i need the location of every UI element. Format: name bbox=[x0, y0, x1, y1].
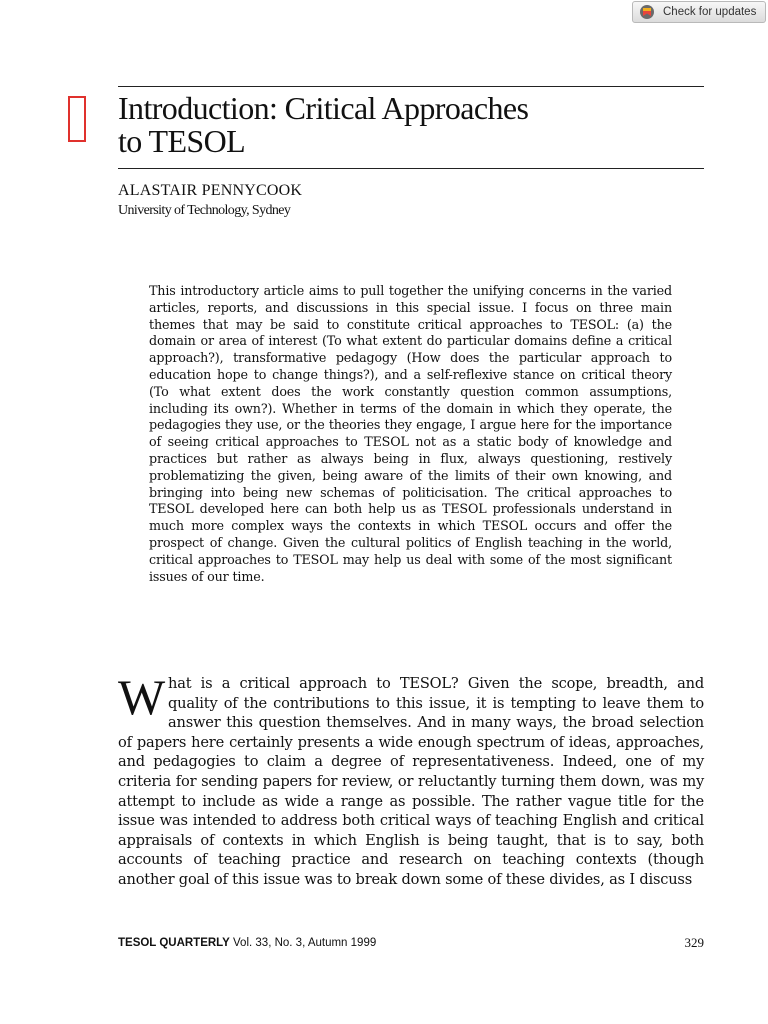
article-title bbox=[118, 92, 704, 158]
title-line-2: to TESOL bbox=[118, 123, 246, 159]
author-affiliation: University of Technology, Sydney bbox=[118, 203, 291, 218]
margin-marker bbox=[68, 96, 86, 142]
journal-citation bbox=[118, 937, 376, 949]
check-for-updates-button[interactable] bbox=[632, 1, 766, 23]
drop-cap: W bbox=[118, 669, 165, 725]
check-for-updates-label: Check for updates bbox=[663, 6, 757, 18]
journal-name: TESOL QUARTERLY bbox=[118, 937, 230, 949]
abstract: This introductory article aims to pull together the unifying concerns in the varied articles, reports, and discussions in this special issue. I focus on three main themes that may be said to constitute critical approaches to TESOL: (a) the domain or area of interest (To what extent do particular domains define a critical approach?), transformative pedagogy (How does the particular approach to education hope to change things?), and a self-reflexive stance on critical theory (To what extent does the work constantly question common assumptions, including its own?). Whether in terms of the domain in which they operate, the pedagogies they use, or the theories they engage, I argue here for the importance of seeing critical approaches to TESOL not as a static body of knowledge and practices but rather as always being in flux, always questioning, restively problematizing the given, being aware of the limits of their own knowing, and bringing into being new schemas of politicisation. The critical approaches to TESOL developed here can both help us as TESOL professionals understand in much more complex ways the contexts in which TESOL occurs and offer the prospect of change. Given the cultural politics of English teaching in the world, critical approaches to TESOL may help us deal with some of the most significant issues of our time. bbox=[149, 283, 672, 584]
crossmark-icon bbox=[637, 4, 657, 20]
body-paragraph bbox=[118, 669, 704, 890]
volume-info: Vol. 33, No. 3, Autumn 1999 bbox=[229, 937, 377, 949]
title-bottom-rule bbox=[118, 168, 704, 169]
body-text: hat is a critical approach to TESOL? Given the scope, breadth, and quality of the contributions to this issue, it is tempting to leave them to answer this question themselves. And in many ways, the broad selection of papers here certainly presents a wide enough spectrum of ideas, approaches, and pedagogies to claim a degree of representativeness. Indeed, one of my criteria for sending papers for review, or reluctantly turning them down, was my attempt to include as wide a range as possible. The rather vague title for the issue was intended to address both critical ways of teaching English and critical appraisals of contexts in which English is being taught, that is to say, both accounts of teaching practice and research on teaching contexts (though another goal of this issue was to break down some of these divides, as I discuss bbox=[118, 675, 704, 888]
title-top-rule bbox=[118, 86, 704, 87]
author-name: ALASTAIR PENNYCOOK bbox=[118, 182, 303, 199]
title-line-1: Introduction: Critical Approaches bbox=[118, 90, 529, 126]
page-number: 329 bbox=[684, 935, 704, 950]
